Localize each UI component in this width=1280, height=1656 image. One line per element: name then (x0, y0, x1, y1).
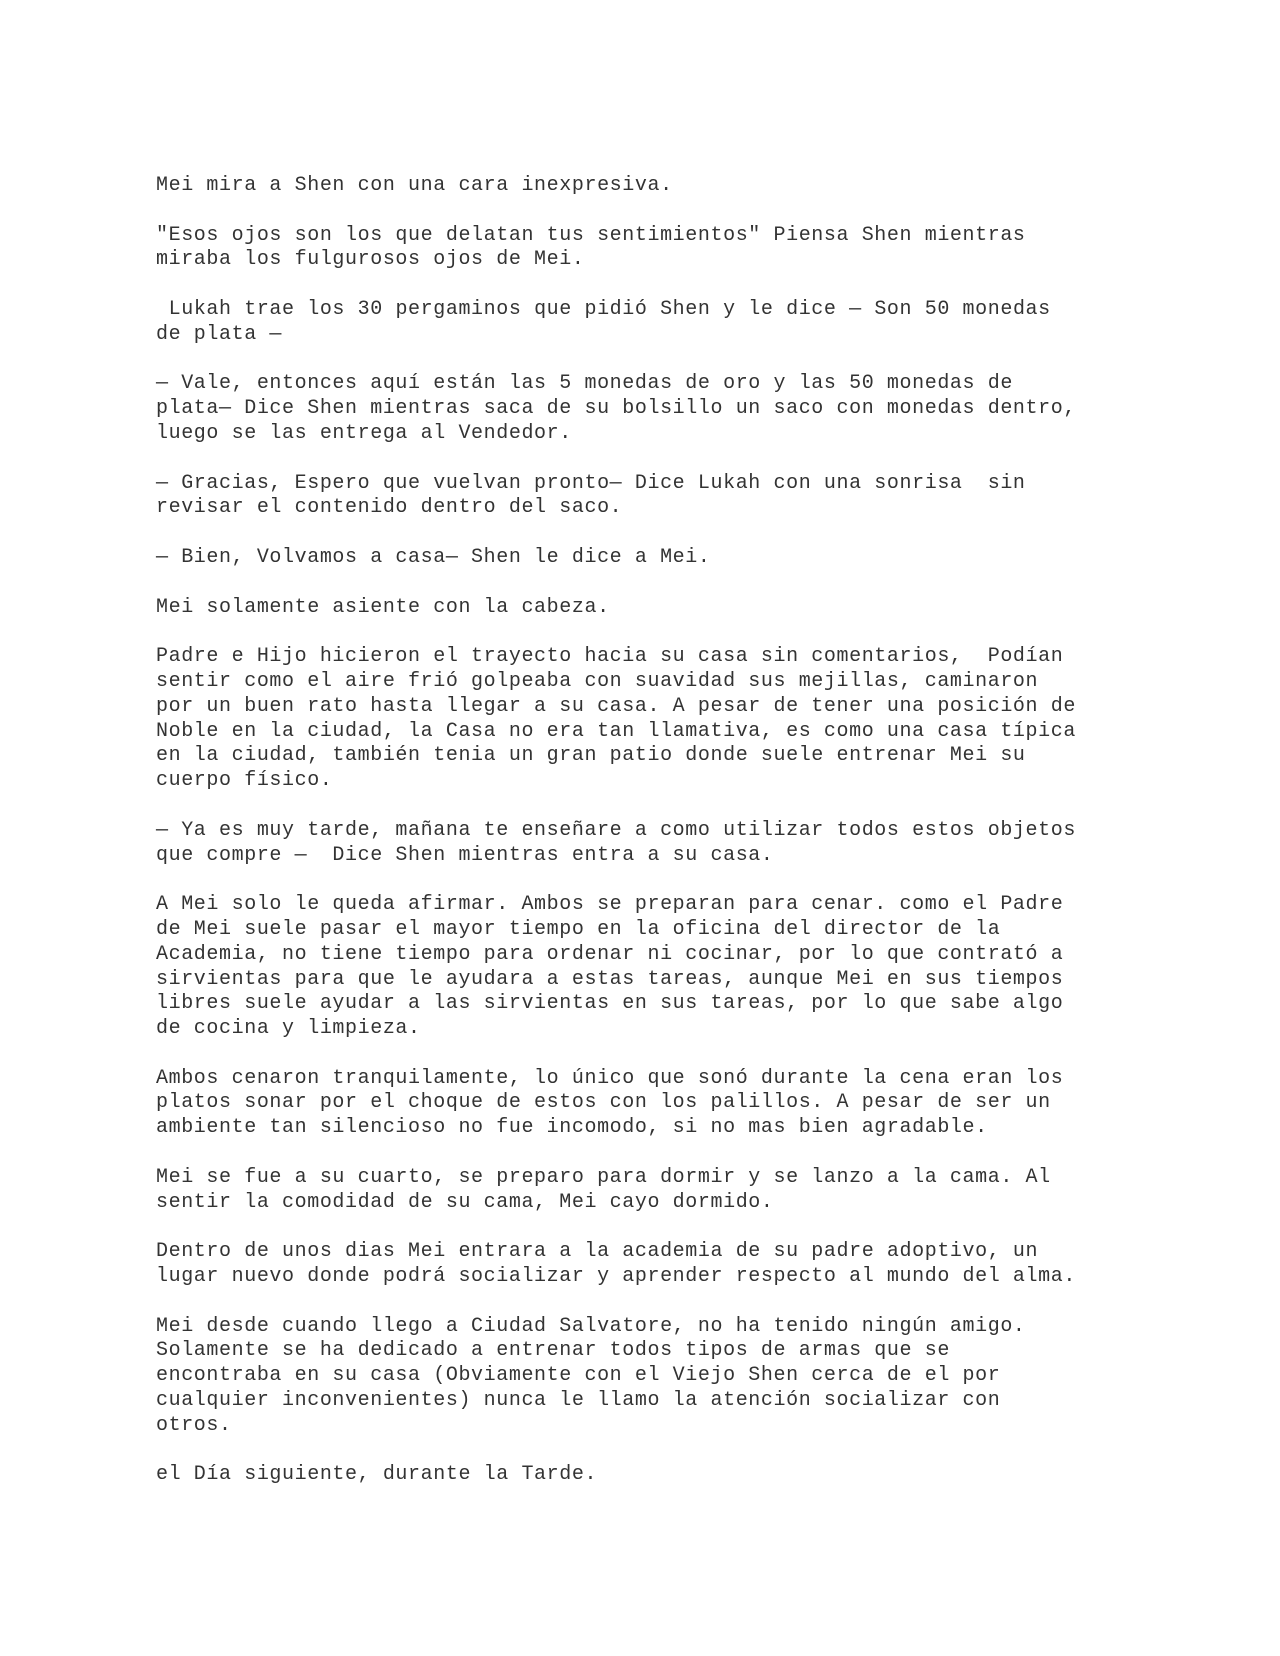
paragraph: el Día siguiente, durante la Tarde. (156, 1463, 598, 1487)
paragraph: — Vale, entonces aquí están las 5 monedas de oro y las 50 monedas de plata— Dice Shen mientras saca de su bolsillo un saco con monedas dentro, luego se las entrega al Vendedor. (156, 372, 1076, 445)
paragraph: — Ya es muy tarde, mañana te enseñare a como utilizar todos estos objetos que compre — Dice Shen mientras entra a su casa. (156, 818, 1076, 867)
paragraph: Dentro de unos dias Mei entrara a la academia de su padre adoptivo, un lugar nuevo donde podrá socializar y aprender respecto al mundo del alma. (156, 1240, 1076, 1289)
document-body (156, 174, 1156, 1488)
paragraph: — Gracias, Espero que vuelvan pronto— Dice Lukah con una sonrisa sin revisar el contenido dentro del saco. (156, 471, 1026, 520)
paragraph: Mei solamente asiente con la cabeza. (156, 595, 610, 619)
paragraph: Padre e Hijo hicieron el trayecto hacia su casa sin comentarios, Podían sentir como el aire frió golpeaba con suavidad sus mejillas, caminaron por un buen rato hasta llegar a su casa. A pesar de tener una posición de Noble en la ciudad, la Casa no era tan llamativa, es como una casa típica en la ciudad, también tenia un gran patio donde suele entrenar Mei su cuerpo físico. (156, 645, 1076, 793)
paragraph: Mei desde cuando llego a Ciudad Salvatore, no ha tenido ningún amigo. Solamente se ha dedicado a entrenar todos tipos de armas que se encontraba en su casa (Obviamente con el Viejo Shen cerca de el por cualquier inconvenientes) nunca le llamo la atención socializar con otros. (156, 1314, 1026, 1437)
paragraph: Ambos cenaron tranquilamente, lo único que sonó durante la cena eran los platos sonar por el choque de estos con los palillos. A pesar de ser un ambiente tan silencioso no fue incomodo, si no mas bien agradable. (156, 1066, 1064, 1140)
paragraph: Mei se fue a su cuarto, se preparo para dormir y se lanzo a la cama. Al sentir la comodidad de su cama, Mei cayo dormido. (156, 1165, 1051, 1214)
paragraph: "Esos ojos son los que delatan tus sentimientos" Piensa Shen mientras miraba los fulgurosos ojos de Mei. (156, 223, 1026, 272)
paragraph: — Bien, Volvamos a casa— Shen le dice a Mei. (156, 545, 711, 569)
paragraph: Mei mira a Shen con una cara inexpresiva. (156, 174, 673, 197)
paragraph: Lukah trae los 30 pergaminos que pidió Shen y le dice — Son 50 monedas de plata — (156, 297, 1051, 346)
paragraph: A Mei solo le queda afirmar. Ambos se preparan para cenar. como el Padre de Mei suele pasar el mayor tiempo en la oficina del director de la Academia, no tiene tiempo para ordenar ni cocinar, por lo que contrató a sirvientas para que le ayudara a estas tareas, aunque Mei en sus tiempos libres suele ayudar a las sirvientas en sus tareas, por lo que sabe algo de cocina y limpieza. (156, 893, 1064, 1041)
